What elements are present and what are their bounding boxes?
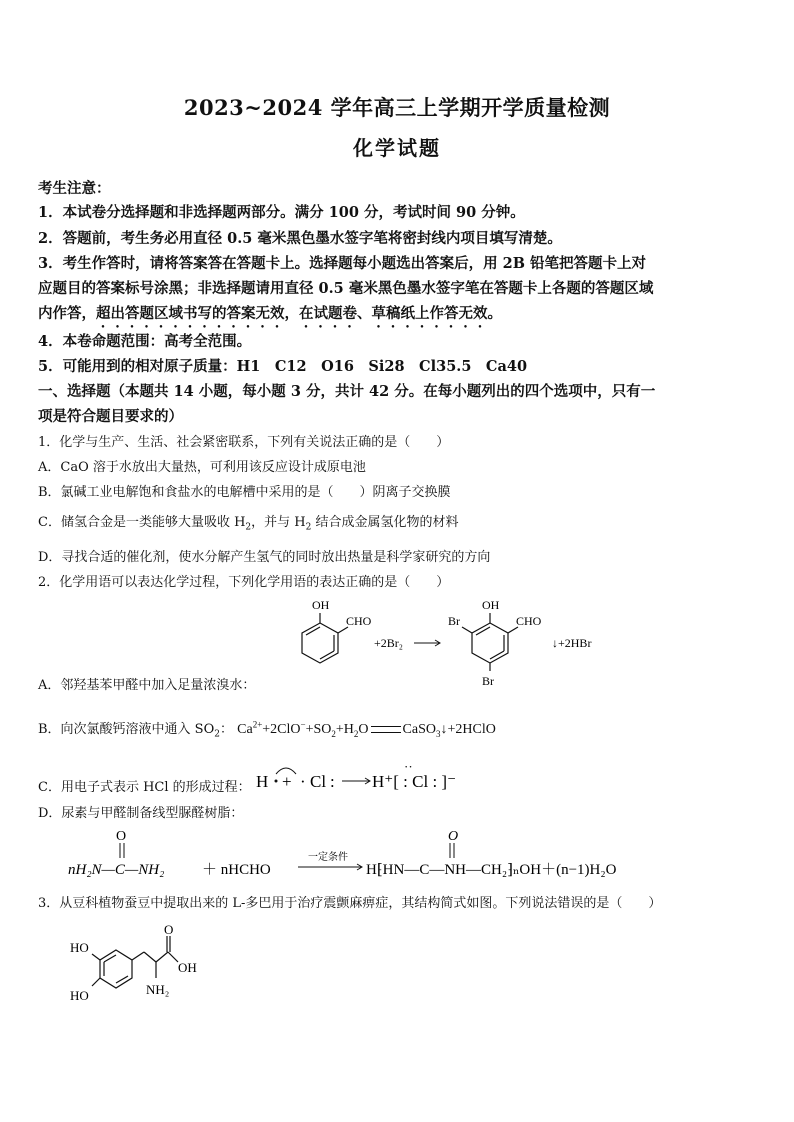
reactant-oh-label: OH xyxy=(312,598,330,612)
resin-formula: H⁅HN—C—NH—CH₂⁆ₙOH＋(n−1)H₂O xyxy=(366,862,617,878)
product-br-bottom: Br xyxy=(482,674,494,688)
eq-o: O xyxy=(358,722,369,737)
notice-item-3c-plain: 内作答， xyxy=(38,305,96,322)
notice-item-3a: 3．考生作答时，请将答案答在答题卡上。选择题每小题选出答案后，用 2B 铅笔把答题卡上对 xyxy=(38,255,647,272)
q2-option-b: B．向次氯酸钙溶液中通入 $SO_2$： $Ca^{2+}+2ClO^-+SO_2+H_2O$ CaSO$_3$↓+2HClO xyxy=(38,719,496,740)
resin-o-label: O xyxy=(448,829,459,844)
ho-upper: HO xyxy=(70,940,89,955)
eq-so: +SO xyxy=(305,722,332,737)
formula-product: H⁺[ : Cl : ]⁻ xyxy=(372,772,457,791)
q1-option-a: A．CaO 溶于水放出大量热，可利用该反应设计成原电池 xyxy=(38,460,366,475)
l-dopa-ring xyxy=(92,936,178,988)
notice-item-3c xyxy=(38,302,764,331)
hcho-formula: ＋ nHCHO xyxy=(202,862,271,878)
carboxyl-oh: OH xyxy=(178,960,197,975)
exam-title: 2023~2024 学年高三上学期开学质量检测 xyxy=(183,95,611,120)
condition-label: 一定条件 xyxy=(308,852,348,863)
product-oh-label: OH xyxy=(482,598,500,612)
equal-sign xyxy=(371,726,401,733)
q2-b-equation: $Ca^{2+}+2ClO^-+SO_2+H_2O$ CaSO$_3$↓+2HClO xyxy=(237,719,496,739)
q1-c-part1: C．储氢合金是一类能够大量吸收 H xyxy=(38,515,246,530)
q1-c-part3: 结合成金属氢化物的材料 xyxy=(311,515,459,530)
q2-c-text: C．用电子式表示 HCl 的形成过程： xyxy=(38,780,251,795)
q2-stem: 2．化学用语可以表达化学过程，下列化学用语的表达正确的是（ ） xyxy=(38,575,450,590)
q1-option-b: B．氯碱工业电解饱和食盐水的电解槽中采用的是（ ）阴离子交换膜 xyxy=(38,485,451,500)
notice-item-1: 1．本试卷分选择题和非选择题两部分。满分 100 分，考试时间 90 分钟。 xyxy=(38,204,525,221)
q1-option-d: D．寻找合适的催化剂，使水分解产生氢气的同时放出热量是科学家研究的方向 xyxy=(38,550,491,565)
formula-cl: Cl xyxy=(310,772,327,791)
product-hbr: ↓+2HBr xyxy=(552,636,592,650)
q3-l-dopa-structure xyxy=(64,920,214,1010)
q3-stem: 3．从豆科植物蚕豆中提取出来的 L-多巴用于治疗震颤麻痹症，其结构简式如图。下列说法错误的是（ ） xyxy=(38,896,662,911)
benzene-ring-reactant xyxy=(302,613,348,663)
reagent-br2: +2Br₂ xyxy=(374,636,403,650)
eq-h: +H xyxy=(335,722,354,737)
product-br-left: Br xyxy=(448,614,460,628)
reaction-arrow-a xyxy=(414,640,440,646)
eq-caso: CaSO xyxy=(402,722,436,737)
product-cho-label: CHO xyxy=(516,614,542,628)
amino-nh2: NH₂ xyxy=(146,982,170,997)
formula-dot-cross: + xyxy=(282,772,292,791)
notice-item-5: 5．可能用到的相对原子质量：H1 C12 O16 Si28 Cl35.5 Ca40 xyxy=(38,358,528,375)
formula-colon: : xyxy=(330,772,335,791)
formula-dot-l: · xyxy=(300,772,306,791)
urea-o-label: O xyxy=(116,829,127,844)
cl-top-dots: ·· xyxy=(404,760,413,774)
section-heading-b: 项是符合题目要求的） xyxy=(38,408,183,425)
q1-option-c: C．储氢合金是一类能够大量吸收 $H_2$，并与 $H_2$ 结合成金属氢化物的材料 xyxy=(38,515,459,533)
benzene-ring-product xyxy=(462,613,518,671)
q2-option-d: D．尿素与甲醛制备线型脲醛树脂： xyxy=(38,806,244,821)
q2c-electron-formula xyxy=(254,760,514,796)
formula-h: H xyxy=(256,772,269,791)
q1-stem: 1．化学与生产、生活、社会紧密联系，下列有关说法正确的是（ ） xyxy=(38,435,450,450)
eq-clo: +2ClO xyxy=(262,722,301,737)
notice-item-3b: 应题目的答案标号涂黑；非选择题请用直径 0.5 毫米黑色墨水签字笔在答题卡上各题的答题区域 xyxy=(38,280,654,297)
notice-item-3c-emphasis: 超出答题区域书写的答案无效，在试题卷、草稿纸上作答无效。 xyxy=(96,305,502,322)
q2-option-a: A．邻羟基苯甲醛中加入足量浓溴水： xyxy=(38,678,256,693)
section-heading-a: 一、选择题（本题共 14 小题，每小题 3 分，共计 42 分。在每小题列出的四个选项中，只有一 xyxy=(38,383,656,400)
q2d-resin-equation xyxy=(66,826,706,882)
eq-hclo: ↓+2HClO xyxy=(440,722,496,737)
q1-c-part2: ，并与 H xyxy=(251,515,306,530)
q2-b-text: B．向次氯酸钙溶液中通入 SO xyxy=(38,722,215,737)
notice-heading: 考生注意： xyxy=(38,180,111,197)
electron-dot xyxy=(275,780,278,783)
notice-item-4: 4．本卷命题范围：高考全范围。 xyxy=(38,333,252,350)
reactant-cho-label: CHO xyxy=(346,614,372,628)
ho-lower: HO xyxy=(70,988,89,1003)
exam-subject: 化学试题 xyxy=(353,136,441,160)
notice-item-2: 2．答题前，考生务必用直径 0.5 毫米黑色墨水签字笔将密封线内项目填写清楚。 xyxy=(38,230,562,247)
carbonyl-o: O xyxy=(164,922,174,937)
urea-formula: nH₂N—C—NH₂ xyxy=(68,862,165,878)
eq-ca: Ca xyxy=(237,722,253,737)
